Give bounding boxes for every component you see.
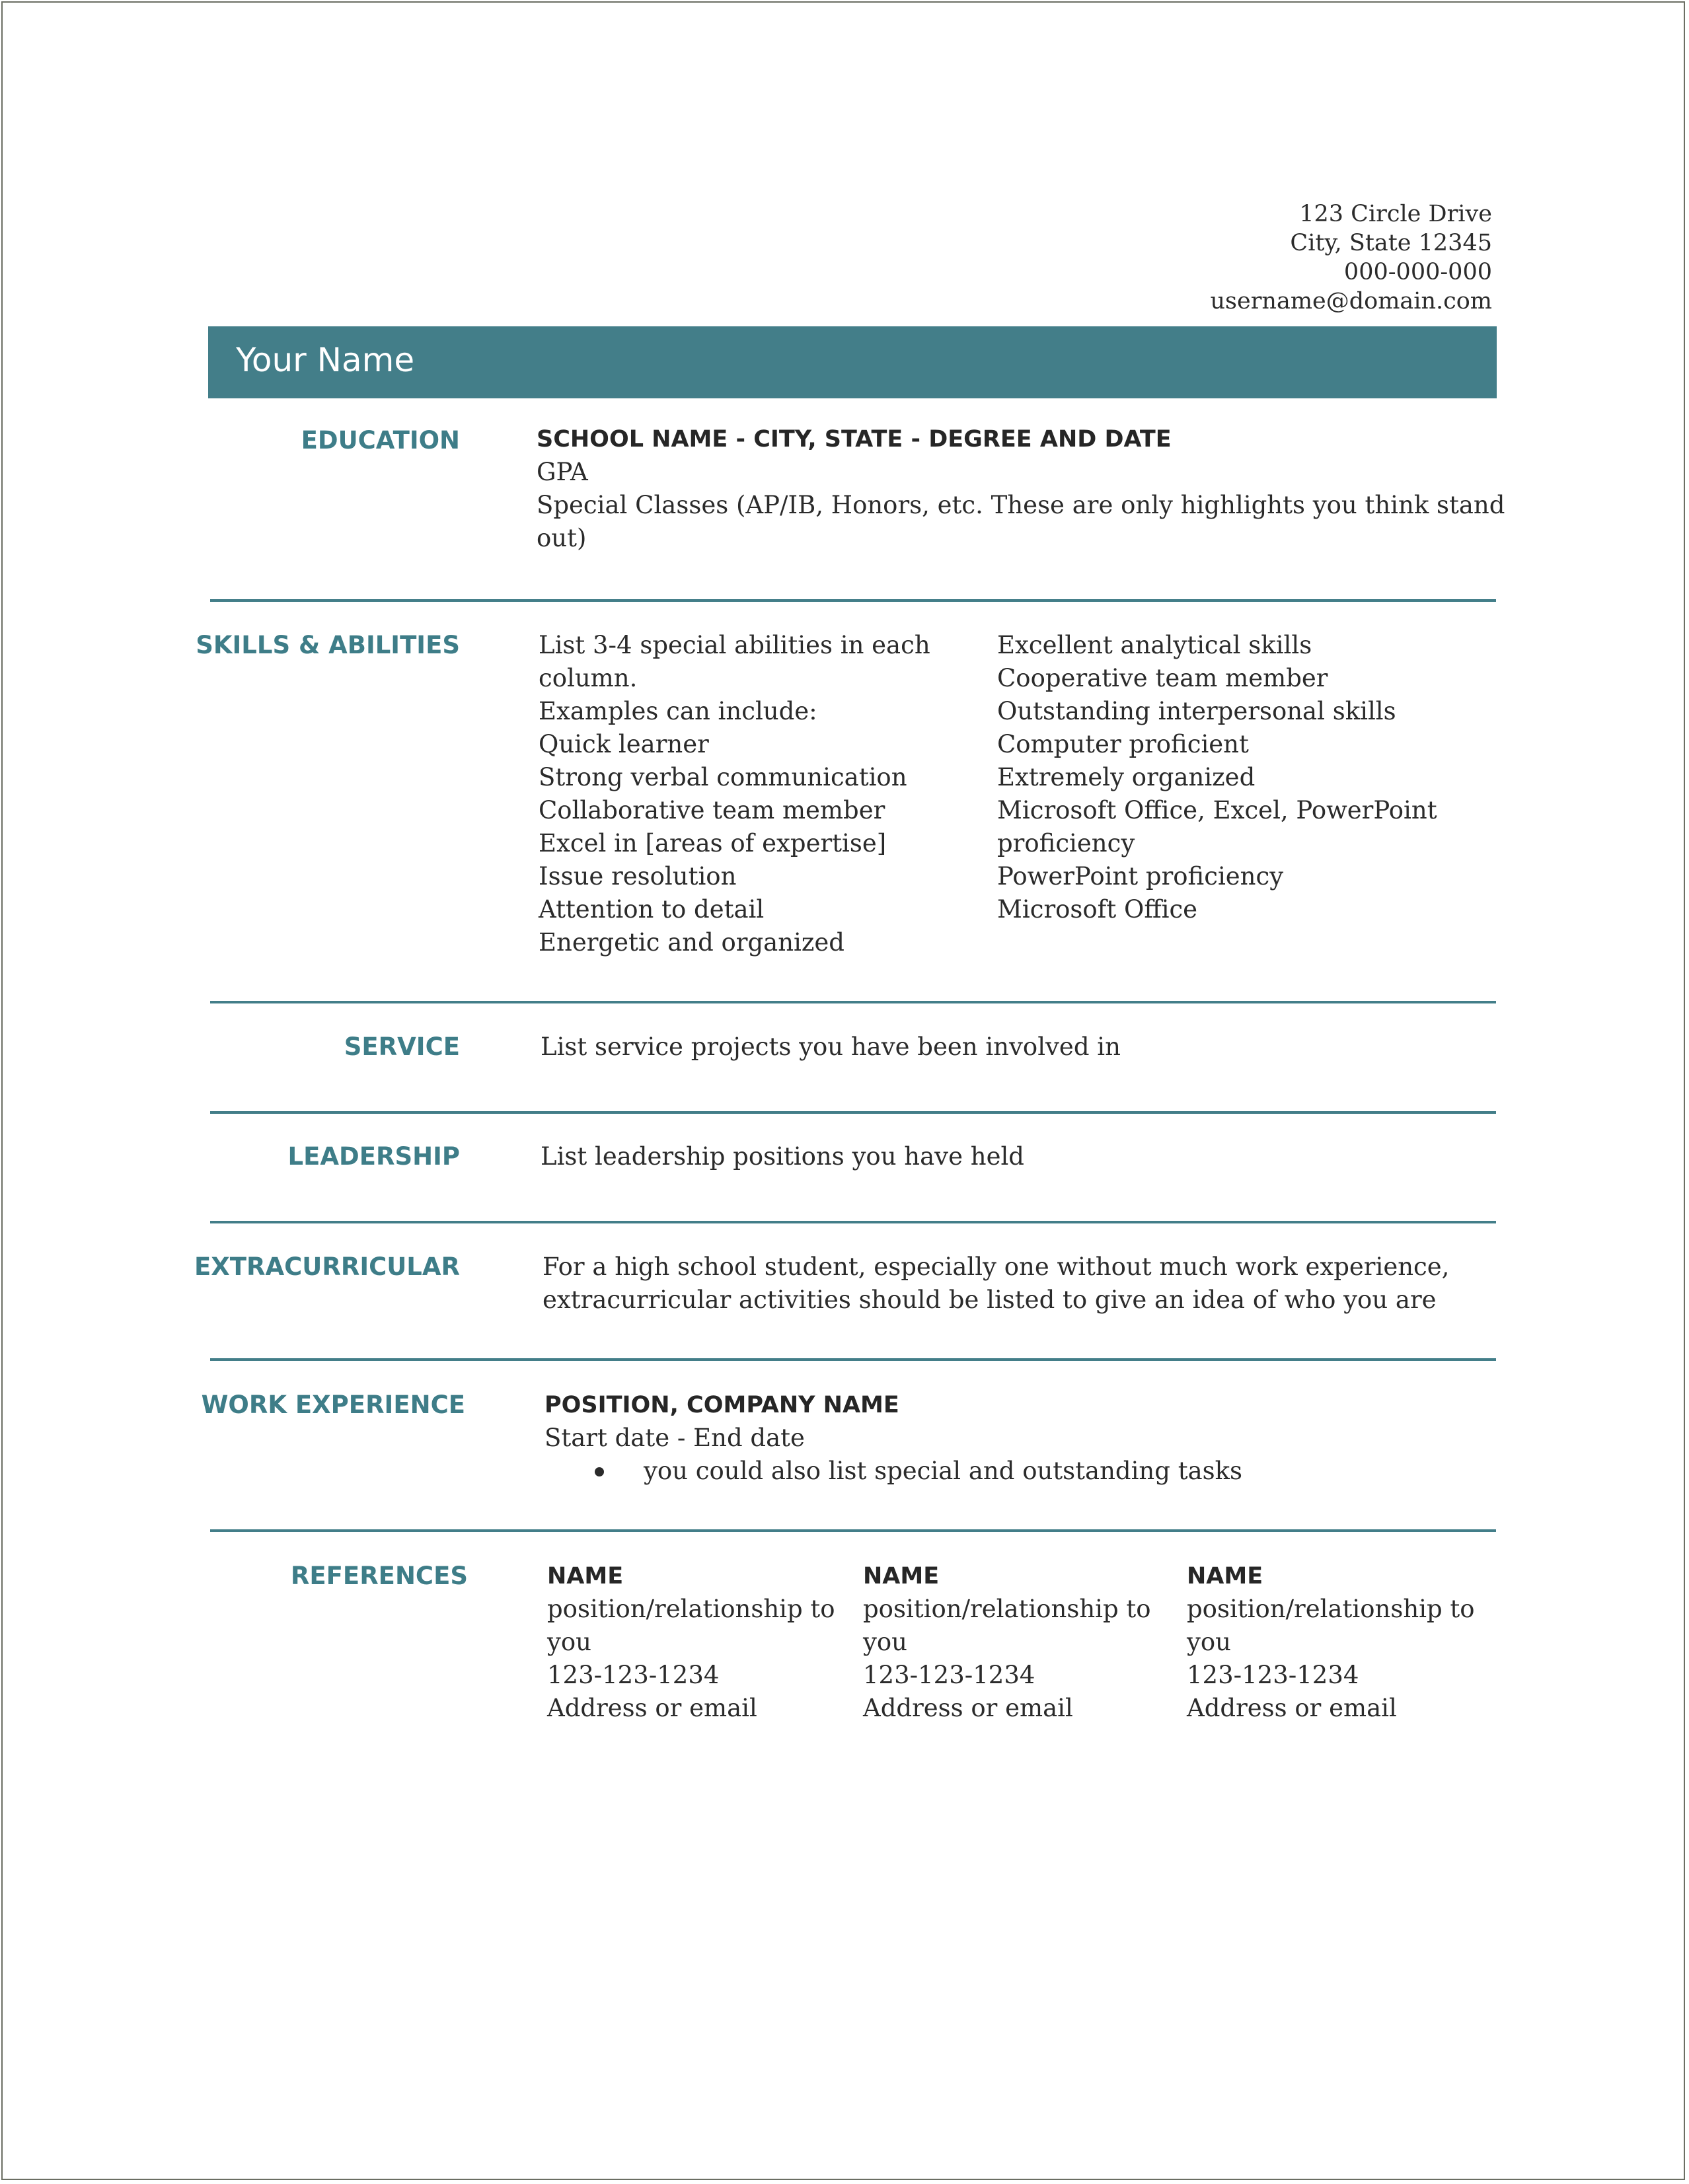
reference-name: NAME	[547, 1563, 624, 1589]
extracurricular-heading: EXTRACURRICULAR	[194, 1253, 460, 1281]
reference-relationship: position/relationship to	[547, 1595, 835, 1623]
task-text: you could also list special and outstanding tasks	[644, 1457, 1243, 1485]
skill-item: Energetic and organized	[539, 928, 845, 957]
service-content	[541, 1031, 1121, 1064]
section-divider	[210, 599, 1496, 602]
service-heading: SERVICE	[344, 1033, 460, 1061]
section-divider	[210, 1358, 1496, 1361]
reference-card	[863, 1560, 1167, 1725]
reference-contact: Address or email	[1187, 1694, 1397, 1722]
task-bullet-item	[544, 1455, 1242, 1488]
contact-phone: 000-000-000	[1343, 259, 1492, 285]
work-content	[544, 1389, 1242, 1488]
section-divider	[210, 1111, 1496, 1114]
section-divider	[210, 1001, 1496, 1003]
skills-heading: SKILLS & ABILITIES	[196, 631, 460, 659]
gpa-line: GPA	[537, 458, 588, 486]
reference-name: NAME	[1187, 1563, 1263, 1589]
skill-item: Attention to detail	[539, 895, 765, 924]
classes-line-2: out)	[537, 524, 587, 552]
skill-item: Microsoft Office, Excel, PowerPoint	[997, 796, 1437, 824]
reference-phone: 123-123-1234	[547, 1661, 720, 1689]
work-heading: WORK EXPERIENCE	[201, 1391, 465, 1419]
position-line: POSITION, COMPANY NAME	[544, 1392, 899, 1418]
leadership-text: List leadership positions you have held	[541, 1142, 1024, 1171]
reference-card	[547, 1560, 851, 1725]
reference-contact: Address or email	[547, 1694, 757, 1722]
reference-card	[1187, 1560, 1491, 1725]
skill-item: Computer proficient	[997, 730, 1249, 758]
skill-item: column.	[539, 664, 638, 692]
dates-line: Start date - End date	[544, 1424, 805, 1452]
skill-item: Collaborative team member	[539, 796, 885, 824]
bullet-icon	[595, 1467, 604, 1476]
skill-item: Excel in [areas of expertise]	[539, 829, 887, 857]
leadership-content	[541, 1140, 1024, 1173]
contact-street: 123 Circle Drive	[1299, 201, 1492, 227]
references-heading: REFERENCES	[290, 1562, 468, 1590]
skill-item: Strong verbal communication	[539, 763, 907, 791]
education-heading: EDUCATION	[301, 426, 460, 455]
extracurricular-line-2: extracurricular activities should be listed to give an idea of who you are	[543, 1286, 1437, 1314]
contact-block	[897, 200, 1492, 316]
extracurricular-content	[543, 1251, 1449, 1317]
reference-relationship-cont: you	[1187, 1628, 1232, 1656]
skill-item: Examples can include:	[539, 697, 817, 725]
classes-line-1: Special Classes (AP/IB, Honors, etc. These are only highlights you think stand	[537, 491, 1505, 519]
skill-item: Issue resolution	[539, 862, 737, 891]
reference-name: NAME	[863, 1563, 940, 1589]
full-name: Your Name	[236, 341, 415, 379]
reference-phone: 123-123-1234	[863, 1661, 1035, 1689]
extracurricular-line-1: For a high school student, especially one without much work experience,	[543, 1253, 1450, 1281]
service-text: List service projects you have been involved in	[541, 1033, 1121, 1061]
school-line: SCHOOL NAME - CITY, STATE - DEGREE AND DATE	[537, 426, 1172, 453]
skill-item: proficiency	[997, 829, 1135, 857]
reference-relationship-cont: you	[547, 1628, 592, 1656]
section-divider	[210, 1221, 1496, 1223]
name-banner	[208, 326, 1497, 398]
reference-relationship: position/relationship to	[1187, 1595, 1475, 1623]
reference-relationship: position/relationship to	[863, 1595, 1151, 1623]
skills-column-1	[539, 629, 930, 959]
skill-item: Extremely organized	[997, 763, 1256, 791]
contact-email: username@domain.com	[1210, 288, 1492, 314]
skill-item: Excellent analytical skills	[997, 631, 1312, 659]
section-divider	[210, 1529, 1496, 1532]
contact-city-state: City, State 12345	[1290, 230, 1492, 256]
leadership-heading: LEADERSHIP	[287, 1142, 460, 1171]
education-content	[537, 423, 1505, 555]
reference-phone: 123-123-1234	[1187, 1661, 1359, 1689]
skill-item: Cooperative team member	[997, 664, 1328, 692]
reference-relationship-cont: you	[863, 1628, 908, 1656]
skill-item: Microsoft Office	[997, 895, 1198, 924]
skill-item: PowerPoint proficiency	[997, 862, 1284, 891]
skill-item: Quick learner	[539, 730, 709, 758]
reference-contact: Address or email	[863, 1694, 1073, 1722]
skill-item: List 3-4 special abilities in each	[539, 631, 930, 659]
skills-column-2	[997, 629, 1437, 926]
skill-item: Outstanding interpersonal skills	[997, 697, 1396, 725]
